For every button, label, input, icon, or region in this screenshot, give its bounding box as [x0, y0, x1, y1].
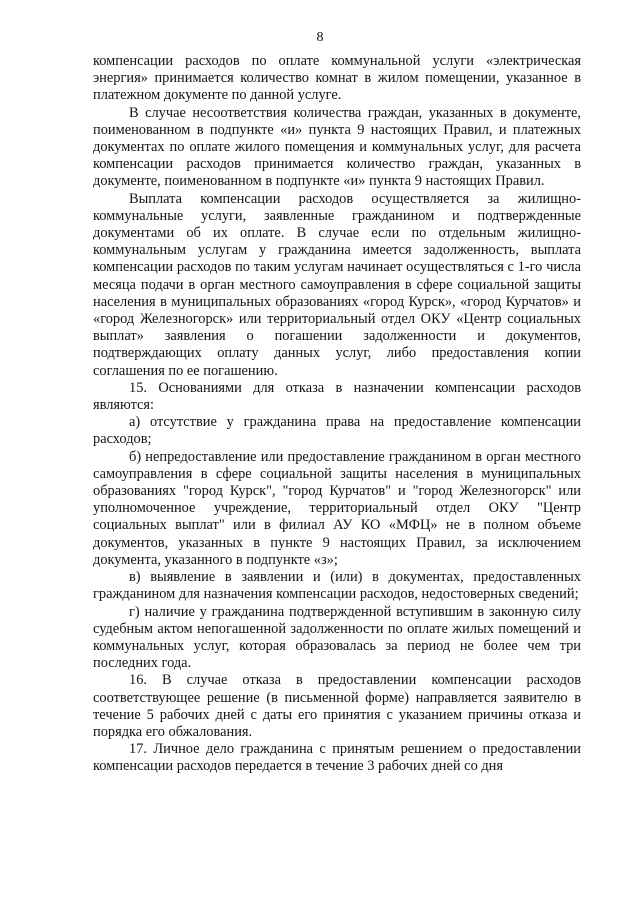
paragraph-clause-16: 16. В случае отказа в предоставлении компенсации расходов соответствующее решение (в письменной форме) направляется заявителю в течение 5 рабочих дней с даты его принятия с указанием причины отказа и порядка его обжалования. — [93, 672, 581, 740]
paragraph-clause-15: 15. Основаниями для отказа в назначении компенсации расходов являются: — [93, 379, 581, 414]
paragraph-clause-15-a: а) отсутствие у гражданина права на предоставление компенсации расходов; — [93, 414, 581, 448]
paragraph-citizens-mismatch: В случае несоответствия количества граждан, указанных в документе, поименованном в подпункте «и» пункта 9 настоящих Правил, и платежных документах по оплате жилого помещения и коммунальных услуг, для расчета компенсации расходов принимается количество граждан, указанных в документе, поименованном в подпункте «и» пункта 9 настоящих Правил. — [93, 104, 581, 190]
document-body — [93, 53, 581, 776]
paragraph-clause-15-v: в) выявление в заявлении и (или) в документах, предоставленных гражданином для назначения компенсации расходов, недостоверных сведений; — [93, 569, 581, 603]
paragraph-clause-17: 17. Личное дело гражданина с принятым решением о предоставлении компенсации расходов передается в течение 3 рабочих дней со дня — [93, 741, 581, 775]
paragraph-clause-15-g: г) наличие у гражданина подтвержденной вступившим в законную силу судебным актом непогашенной задолженности по оплате жилых помещений и коммунальных услуг, которая образовалась за период не более чем три последних года. — [93, 603, 581, 672]
paragraph-continuation: компенсации расходов по оплате коммунальной услуги «электрическая энергия» принимается количество комнат в жилом помещении, указанное в платежном документе по данной услуге. — [93, 53, 581, 104]
page-number: 8 — [316, 30, 324, 45]
paragraph-clause-15-b: б) непредоставление или предоставление гражданином в орган местного самоуправления в сфере социальной защиты населения в муниципальных образованиях "город Курск", "город Курчатов" и "город Железногорск" или уполномоченное учреждение, территориальный отдел ОКУ "Центр социальных выплат" или в филиал АУ КО «МФЦ» не в полном объеме документов, указанных в пункте 9 настоящих Правил, за исключением документа, указанного в подпункте «з»; — [93, 448, 581, 568]
paragraph-payment: Выплата компенсации расходов осуществляется за жилищно-коммунальные услуги, заявленные гражданином и подтвержденные документами об их оплате. В случае если по отдельным жилищно-коммунальным услугам у гражданина имеется задолженность, выплата компенсации расходов по таким услугам начинает осуществляться с 1-го числа месяца подачи в орган местного самоуправления в сфере социальной защиты населения в муниципальных образованиях «город Курск», «город Курчатов» и «город Железногорск» или территориальный отдел ОКУ «Центр социальных выплат» заявления о погашении задолженности и документов, подтверждающих оплату данных услуг, либо предоставления копии соглашения по ее погашению. — [93, 190, 581, 379]
